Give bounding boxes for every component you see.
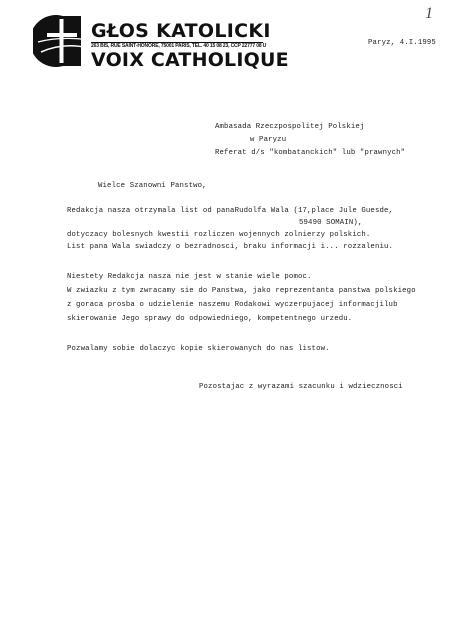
date-line: Paryz, 4.I.1995 (368, 39, 436, 47)
sign-off: Pozostajac z wyrazami szacunku i wdziecznosci (199, 383, 403, 391)
body-line: List pana Wala swiadczy o bezradnosci, braku informacji i... rozzaleniu. (67, 243, 394, 251)
recipient-line: Ambasada Rzeczpospolitej Polskiej (215, 123, 365, 131)
body-line: 59490 SOMAIN), (299, 219, 363, 227)
paragraph-1 (67, 206, 393, 254)
body-line: Redakcja nasza otrzymala list od panaRudolfa Wala (17,place Jule Guesde, (67, 207, 394, 215)
letterhead (33, 12, 289, 71)
body-line: dotyczacy bolesnych kwestii rozliczen wojennych zolnierzy polskich. (67, 231, 371, 239)
recipient-line: Referat d/s "kombatanckich" lub "prawnych" (215, 149, 406, 157)
letterhead-title-top: GŁOS KATOLICKI (91, 20, 271, 42)
greeting: Wielce Szanowni Panstwo, (98, 182, 207, 190)
body-line: skierowanie Jego sprawy do odpowiedniego, kompetentnego urzedu. (67, 315, 353, 323)
letterhead-title-bottom: VOIX CATHOLIQUE (91, 49, 289, 71)
cross-globe-logo-icon (33, 12, 93, 68)
body-line: W zwiazku z tym zwracamy sie do Panstwa, jako reprezentanta panstwa polskiego (67, 287, 416, 295)
recipient-line: w Paryzu (250, 136, 287, 144)
body-line: Niestety Redakcja nasza nie jest w stanie wiele pomoc. (67, 273, 312, 281)
letterhead-address: 263 BIS, RUE SAINT-HONORE, 75001 PARIS, TEL. 40 15 08 23, CCP 22777 08 U (91, 43, 267, 49)
closing-note: Pozwalamy sobie dolaczyc kopie skierowanych do nas listow. (67, 345, 330, 353)
handwritten-page-number: 1 (425, 5, 433, 22)
body-line: z goraca prosba o udzielenie naszemu Rodakowi wyczerpujacej informacjilub (67, 301, 398, 309)
paragraph-2 (67, 272, 416, 328)
